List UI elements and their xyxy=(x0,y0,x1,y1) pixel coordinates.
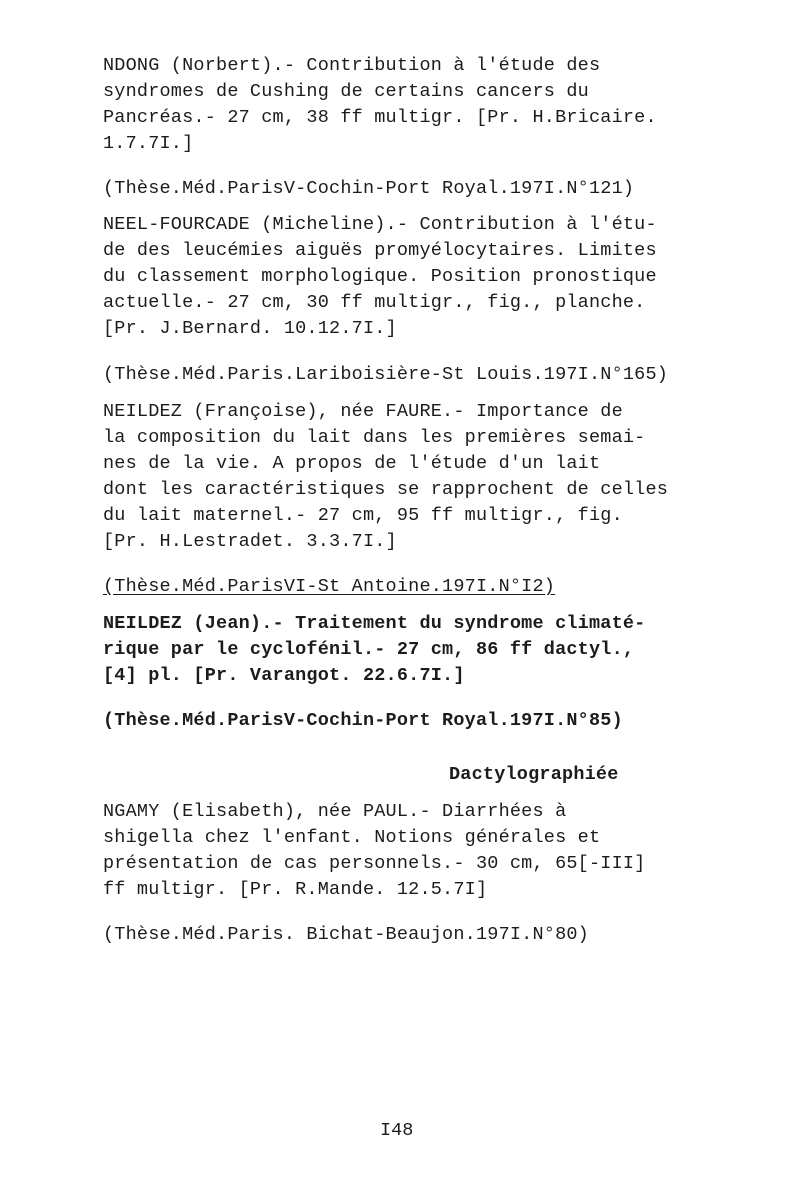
entry-source: (Thèse.Méd.ParisVI-St Antoine.197I.N°I2) xyxy=(103,576,556,597)
entry-line: [4] pl. [Pr. Varangot. 22.6.7I.] xyxy=(103,665,465,686)
entry-line: NGAMY (Elisabeth), née PAUL.- Diarrhées à xyxy=(103,801,567,822)
entry-line: 1.7.7I.] xyxy=(103,133,194,154)
entry-source: (Thèse.Méd.Paris.Lariboisière-St Louis.197I.N°165) xyxy=(103,364,669,385)
bleed-through-ghost xyxy=(120,960,680,1000)
entry-line: syndromes de Cushing de certains cancers du xyxy=(103,81,589,102)
entry-line: shigella chez l'enfant. Notions générales et xyxy=(103,827,601,848)
entry-line: ff multigr. [Pr. R.Mande. 12.5.7I] xyxy=(103,879,488,900)
entry-source: (Thèse.Méd.Paris. Bichat-Beaujon.197I.N°80) xyxy=(103,924,589,945)
entry-line: NEEL-FOURCADE (Micheline).- Contribution à l'étu- xyxy=(103,214,657,235)
entry-note: Dactylographiée xyxy=(449,764,619,785)
entry-line: présentation de cas personnels.- 30 cm, 65[-III] xyxy=(103,853,646,874)
entry-line: [Pr. H.Lestradet. 3.3.7I.] xyxy=(103,531,397,552)
entry-line: la composition du lait dans les premières semai- xyxy=(103,427,646,448)
entry-line: NEILDEZ (Françoise), née FAURE.- Importance de xyxy=(103,401,623,422)
entry-line: NEILDEZ (Jean).- Traitement du syndrome climaté- xyxy=(103,613,646,634)
entry-line: de des leucémies aiguës promyélocytaires. Limites xyxy=(103,240,657,261)
entry-line: nes de la vie. A propos de l'étude d'un lait xyxy=(103,453,601,474)
entry-line: du lait maternel.- 27 cm, 95 ff multigr., fig. xyxy=(103,505,623,526)
entry-line: dont les caractéristiques se rapprochent de celles xyxy=(103,479,669,500)
entry-source: (Thèse.Méd.ParisV-Cochin-Port Royal.197I.N°121) xyxy=(103,178,635,199)
entry-line: Pancréas.- 27 cm, 38 ff multigr. [Pr. H.Bricaire. xyxy=(103,107,657,128)
entry-line: du classement morphologique. Position pronostique xyxy=(103,266,657,287)
entry-line: [Pr. J.Bernard. 10.12.7I.] xyxy=(103,318,397,339)
entry-line: NDONG (Norbert).- Contribution à l'étude des xyxy=(103,55,601,76)
entry-source: (Thèse.Méd.ParisV-Cochin-Port Royal.197I.N°85) xyxy=(103,710,623,731)
entry-line: rique par le cyclofénil.- 27 cm, 86 ff dactyl., xyxy=(103,639,635,660)
entry-line: actuelle.- 27 cm, 30 ff multigr., fig., planche. xyxy=(103,292,646,313)
page-number: I48 xyxy=(380,1120,414,1141)
